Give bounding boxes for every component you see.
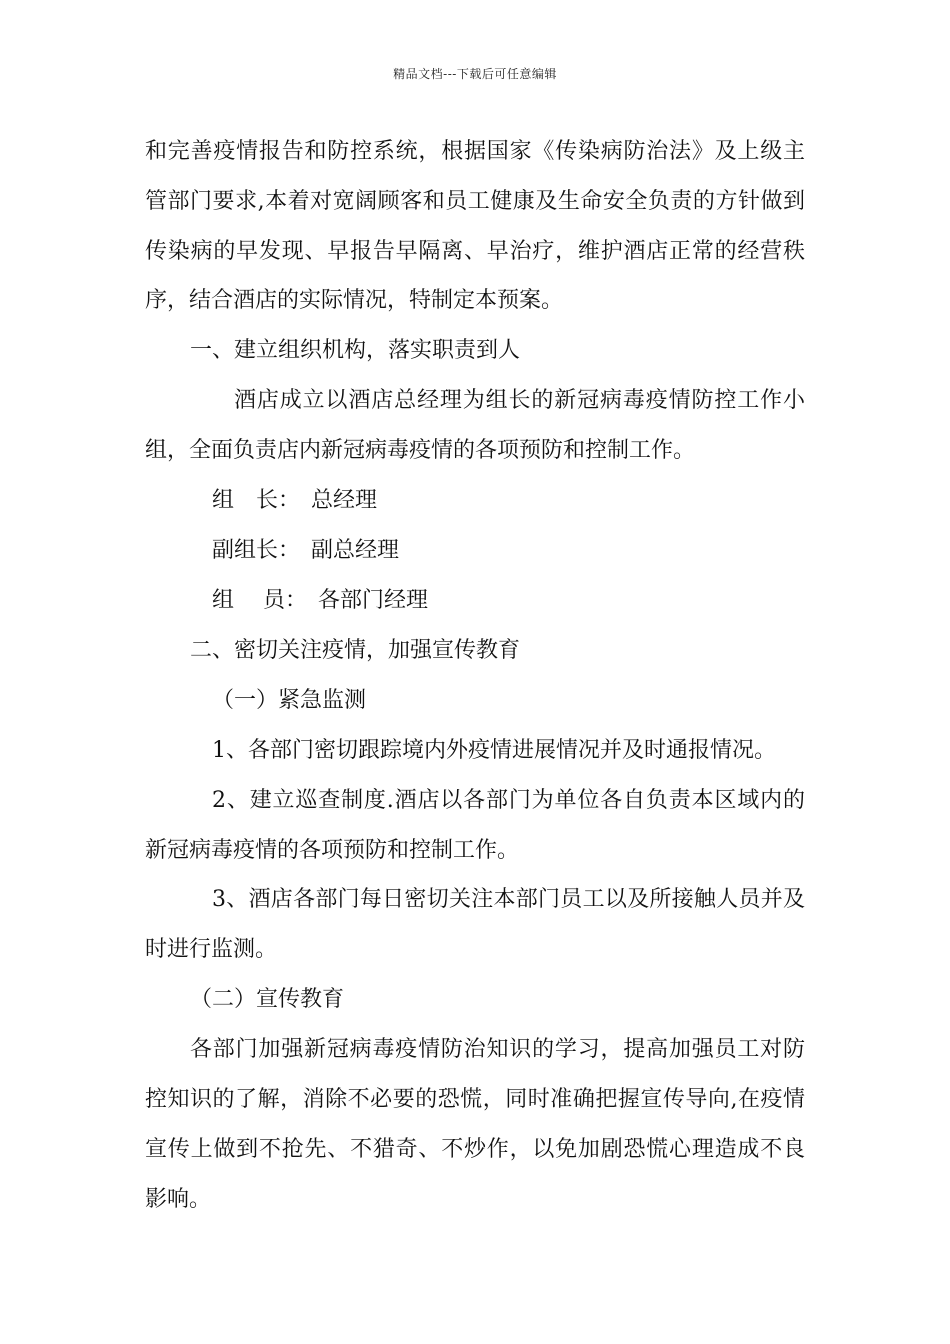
paragraph-line: 管部门要求,本着对宽阔顾客和员工健康及生命安全负责的方针做到 bbox=[145, 189, 805, 214]
subsection-heading: （一）紧急监测 bbox=[212, 688, 367, 713]
paragraph-line: 宣传上做到不抢先、不猎奇、不炒作，以免加剧恐慌心理造成不良 bbox=[145, 1137, 805, 1162]
paragraph-line: 酒店成立以酒店总经理为组长的新冠病毒疫情防控工作小 bbox=[234, 388, 805, 413]
paragraph-line: 序，结合酒店的实际情况，特制定本预案。 bbox=[145, 288, 564, 313]
paragraph-line: 控知识的了解，消除不必要的恐慌，同时准确把握宣传导向,在疫情 bbox=[145, 1087, 805, 1112]
team-member-line: 组 员： 各部门经理 bbox=[212, 588, 428, 613]
team-deputy-line: 副组长： 副总经理 bbox=[212, 538, 400, 563]
paragraph-line: 时进行监测。 bbox=[145, 937, 278, 962]
team-leader-line: 组 长： 总经理 bbox=[212, 488, 378, 513]
paragraph-line: 各部门加强新冠病毒疫情防治知识的学习，提高加强员工对防 bbox=[190, 1037, 805, 1062]
subsection-heading: （二）宣传教育 bbox=[190, 987, 345, 1012]
list-item: 1、各部门密切跟踪境内外疫情进展情况并及时通报情况。 bbox=[212, 738, 776, 763]
paragraph-line: 影响。 bbox=[145, 1187, 212, 1212]
paragraph-line: 组，全面负责店内新冠病毒疫情的各项预防和控制工作。 bbox=[145, 438, 696, 463]
paragraph-line: 新冠病毒疫情的各项预防和控制工作。 bbox=[145, 838, 520, 863]
list-item: 3、酒店各部门每日密切关注本部门员工以及所接触人员并及 bbox=[212, 887, 805, 912]
section-heading: 二、密切关注疫情，加强宣传教育 bbox=[190, 638, 521, 663]
paragraph-line: 传染病的早发现、早报告早隔离、早治疗，维护酒店正常的经营秩 bbox=[145, 239, 805, 264]
list-item: 2、建立巡查制度.酒店以各部门为单位各自负责本区域内的 bbox=[212, 788, 805, 813]
paragraph-line: 和完善疫情报告和防控系统，根据国家《传染病防治法》及上级主 bbox=[145, 139, 805, 164]
page-header: 精品文档---下载后可任意编辑 bbox=[393, 67, 557, 81]
section-heading: 一、建立组织机构，落实职责到人 bbox=[190, 338, 521, 363]
